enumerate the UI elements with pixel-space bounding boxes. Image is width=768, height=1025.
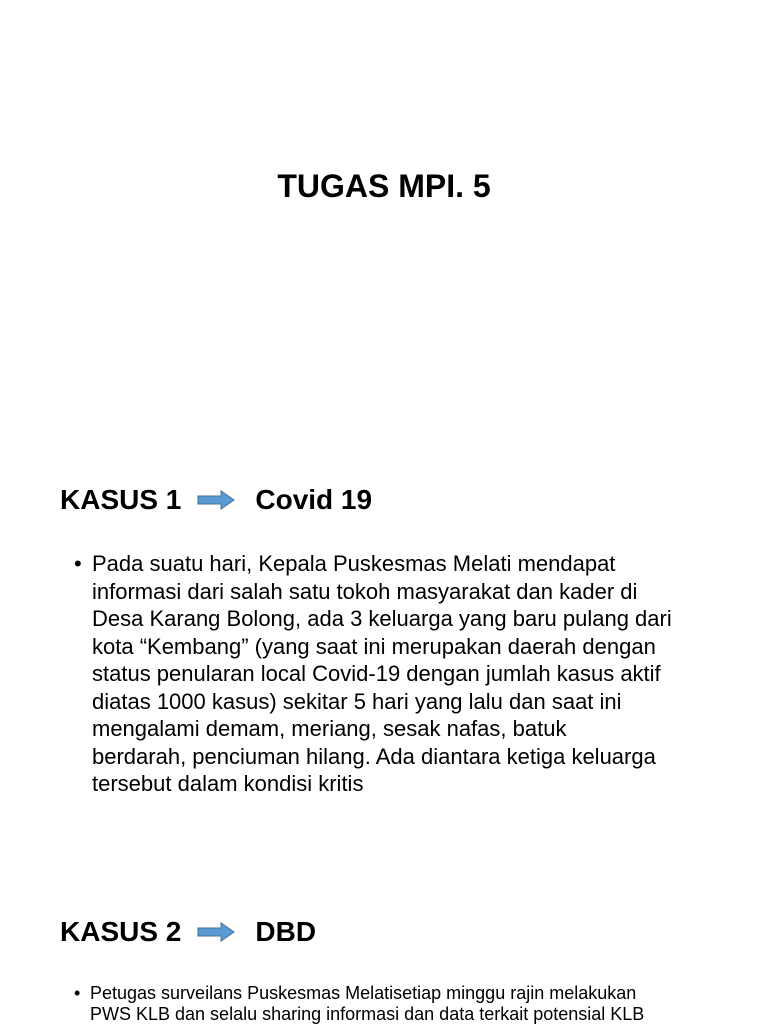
case-1-heading bbox=[60, 482, 372, 518]
right-arrow-icon bbox=[197, 922, 235, 942]
bullet-icon: • bbox=[74, 551, 82, 576]
case-2-line: Petugas surveilans Puskesmas Melatisetiap minggu rajin melakukan bbox=[90, 983, 637, 1003]
case-2-topic: DBD bbox=[255, 916, 317, 947]
case-2-bullet bbox=[74, 983, 714, 1025]
case-1-line: berdarah, penciuman hilang. Ada diantara ketiga keluarga bbox=[92, 743, 656, 769]
case-1-label: KASUS 1 bbox=[60, 484, 182, 515]
case-1-line: tersebut dalam kondisi kritis bbox=[92, 771, 364, 796]
case-2-description bbox=[74, 983, 714, 1025]
right-arrow-icon bbox=[197, 490, 235, 510]
case-2-line: PWS KLB dan selalu sharing informasi dan data terkait potensial KLB bbox=[90, 1004, 645, 1024]
case-1-bullet bbox=[74, 550, 714, 798]
case-1-topic: Covid 19 bbox=[255, 484, 373, 515]
case-1-line: kota “Kembang” (yang saat ini merupakan daerah dengan bbox=[92, 633, 656, 659]
case-2-heading bbox=[60, 914, 316, 950]
slide-title: TUGAS MPI. 5 bbox=[277, 168, 491, 204]
case-1-description bbox=[74, 550, 714, 798]
case-1-line: Desa Karang Bolong, ada 3 keluarga yang baru pulang dari bbox=[92, 606, 672, 631]
bullet-icon: • bbox=[74, 983, 81, 1003]
case-1-line: Pada suatu hari, Kepala Puskesmas Melati mendapat bbox=[92, 551, 616, 576]
case-1-line: status penularan local Covid-19 dengan jumlah kasus aktif bbox=[92, 661, 661, 686]
case-1-line: informasi dari salah satu tokoh masyarakat dan kader di bbox=[92, 578, 638, 604]
case-1-line: mengalami demam, meriang, sesak nafas, batuk bbox=[92, 716, 567, 741]
case-2-label: KASUS 2 bbox=[60, 916, 182, 947]
case-1-line: diatas 1000 kasus) sekitar 5 hari yang lalu dan saat ini bbox=[92, 688, 622, 714]
